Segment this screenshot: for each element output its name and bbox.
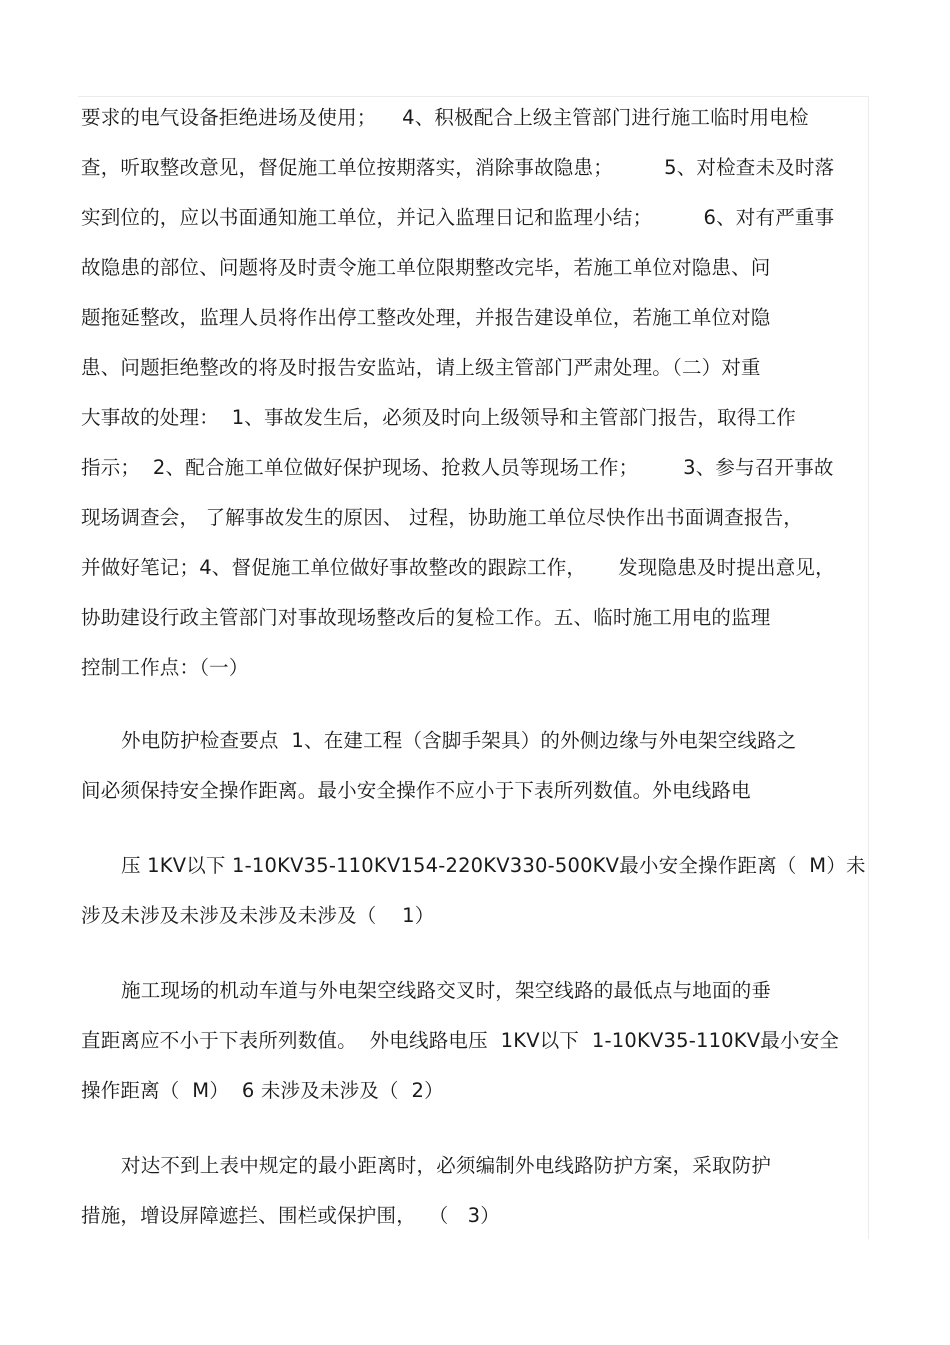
paragraph-start-line: 压 1KV以下 1-10KV35-110KV154-220KV330-500KV最小安全操作距离（ M）未 [121,854,866,877]
body-text-line: 查，听取整改意见，督促施工单位按期落实，消除事故隐患； 5、对检查未及时落 [81,156,835,179]
body-text-line: 控制工作点：（一） [81,656,249,679]
body-text-line: 患、问题拒绝整改的将及时报告安监站，请上级主管部门严肃处理。（二）对重 [81,356,761,379]
body-text-line: 直距离应不小于下表所列数值。 外电线路电压 1KV以下 1-10KV35-110KV最小安全 [81,1029,840,1052]
paragraph-start-line: 外电防护检查要点 1、在建工程（含脚手架具）的外侧边缘与外电架空线路之 [121,729,797,752]
body-text-line: 题拖延整改，监理人员将作出停工整改处理，并报告建设单位，若施工单位对隐 [81,306,771,329]
body-text-line: 涉及未涉及未涉及未涉及未涉及（ 1） [81,904,435,927]
body-text-line: 大事故的处理： 1、事故发生后，必须及时向上级领导和主管部门报告，取得工作 [81,406,796,429]
body-text-line: 故隐患的部位、问题将及时责令施工单位限期整改完毕，若施工单位对隐患、问 [81,256,771,279]
body-text-line: 现场调查会， 了解事故发生的原因、 过程，协助施工单位尽快作出书面调查报告， [81,506,803,529]
body-text-line: 措施，增设屏障遮拦、围栏或保护围， （ 3） [81,1204,500,1227]
paragraph-start-line: 对达不到上表中规定的最小距离时，必须编制外电线路防护方案，采取防护 [121,1154,772,1177]
body-text-line: 并做好笔记；4、督促施工单位做好事故整改的跟踪工作， 发现隐患及时提出意见， [81,556,835,579]
body-text-line: 间必须保持安全操作距离。最小安全操作不应小于下表所列数值。外电线路电 [81,779,751,802]
body-text-line: 操作距离（ M） 6 未涉及未涉及（ 2） [81,1079,444,1102]
body-text-line: 实到位的，应以书面通知施工单位，并记入监理日记和监理小结； 6、对有严重事 [81,206,835,229]
body-text-line: 协助建设行政主管部门对事故现场整改后的复检工作。五、临时施工用电的监理 [81,606,771,629]
body-text-line: 指示； 2、配合施工单位做好保护现场、抢救人员等现场工作； 3、参与召开事故 [81,456,834,479]
paragraph-start-line: 施工现场的机动车道与外电架空线路交叉时，架空线路的最低点与地面的垂 [121,979,772,1002]
body-text-line: 要求的电气设备拒绝进场及使用； 4、积极配合上级主管部门进行施工临时用电检 [81,106,809,129]
